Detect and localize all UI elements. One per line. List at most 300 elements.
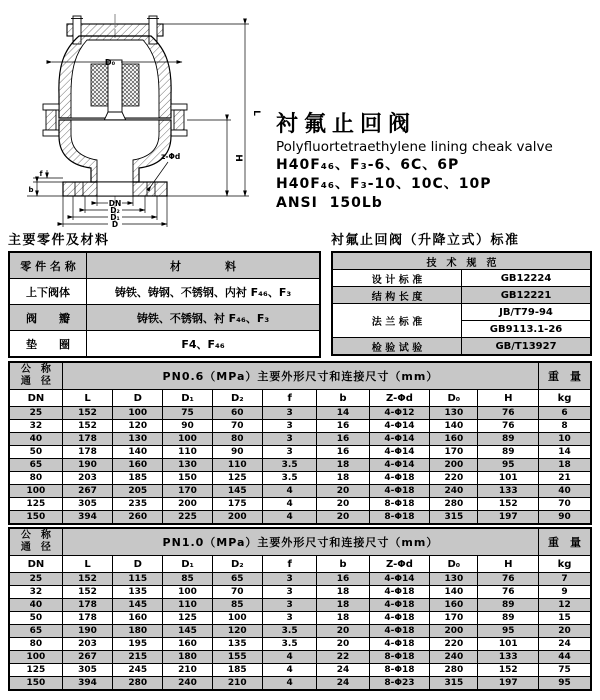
table-cell: 145 — [113, 599, 163, 612]
table-row — [9, 498, 591, 511]
table-row — [332, 304, 591, 321]
table-cell: 4-Φ12 — [369, 407, 430, 420]
nominal-diameter-corner — [9, 528, 62, 556]
table-cell: 76 — [478, 420, 539, 433]
table-cell: 203 — [62, 638, 112, 651]
table-cell: 200 — [163, 498, 212, 511]
corner-line2: 通 径 — [20, 542, 51, 553]
table-cell: 3 — [262, 420, 316, 433]
table-cell: 6 — [539, 407, 591, 420]
dim-label-d1: D₁ — [110, 213, 120, 222]
table-cell: 200 — [212, 511, 262, 525]
table-cell: 4-Φ18 — [369, 612, 430, 625]
table-row — [9, 305, 320, 331]
standard-label: 法 兰 标 准 — [332, 304, 462, 338]
table-cell: 20 — [317, 625, 369, 638]
table-cell: 178 — [62, 612, 112, 625]
table-cell: 3 — [262, 407, 316, 420]
table-cell: 25 — [9, 407, 62, 420]
table-row — [9, 612, 591, 625]
table-row — [9, 586, 591, 599]
pn06-table-title: PN0.6（MPa）主要外形尺寸和连接尺寸（mm） — [62, 362, 538, 390]
table-cell: 4 — [262, 677, 316, 691]
table-cell: 305 — [62, 664, 112, 677]
standards-header-row — [332, 252, 591, 270]
dim-label-l: L — [251, 110, 261, 116]
table-cell: 32 — [9, 586, 62, 599]
table-cell: 120 — [212, 625, 262, 638]
table-cell: 18 — [317, 586, 369, 599]
table-cell: 4-Φ18 — [369, 485, 430, 498]
table-cell: 135 — [212, 638, 262, 651]
table-cell: 175 — [212, 498, 262, 511]
table-cell: 20 — [317, 498, 369, 511]
table-cell: 4-Φ14 — [369, 459, 430, 472]
weight-header: 重 量 — [539, 528, 591, 556]
table-cell: 50 — [9, 446, 62, 459]
table-cell: 4-Φ18 — [369, 638, 430, 651]
col-header-d2: D₂ — [212, 390, 262, 407]
table-cell: 160 — [430, 599, 478, 612]
part-material: 铸铁、铸钢、不锈钢、内衬 F₄₆、F₃ — [87, 279, 321, 305]
table-cell: 100 — [163, 433, 212, 446]
table-cell: 95 — [478, 459, 539, 472]
table-cell: 120 — [113, 420, 163, 433]
table-cell: 8-Φ18 — [369, 498, 430, 511]
table-cell: 160 — [430, 433, 478, 446]
table-cell: 394 — [62, 677, 112, 691]
standards-section — [331, 229, 592, 356]
table-cell: 4 — [262, 511, 316, 525]
col-header-l: L — [62, 556, 112, 573]
table-cell: 101 — [478, 472, 539, 485]
table-cell: 14 — [317, 407, 369, 420]
table-cell: 210 — [163, 664, 212, 677]
table-cell: 160 — [163, 638, 212, 651]
materials-heading: 主要零件及材料 — [8, 233, 110, 248]
valve-section-drawing — [5, 10, 270, 228]
table-cell: 170 — [163, 485, 212, 498]
table-cell: 44 — [539, 651, 591, 664]
table-cell: 8-Φ18 — [369, 511, 430, 525]
table-cell: 245 — [113, 664, 163, 677]
table-cell: 16 — [317, 446, 369, 459]
table-cell: 8 — [539, 420, 591, 433]
table-cell: 190 — [62, 625, 112, 638]
pn10-title-row — [9, 528, 591, 556]
table-cell: 4-Φ18 — [369, 625, 430, 638]
table-cell: 178 — [62, 599, 112, 612]
table-row — [9, 664, 591, 677]
table-cell: 18 — [317, 459, 369, 472]
col-header-b: b — [317, 556, 369, 573]
table-cell: 235 — [113, 498, 163, 511]
table-cell: 197 — [478, 511, 539, 525]
materials-section — [8, 229, 321, 358]
table-cell: 3.5 — [262, 459, 316, 472]
table-cell: 100 — [9, 651, 62, 664]
standard-value: GB12221 — [462, 287, 592, 304]
table-cell: 180 — [113, 625, 163, 638]
table-row — [9, 446, 591, 459]
table-cell: 200 — [430, 625, 478, 638]
table-row — [9, 407, 591, 420]
table-cell: 200 — [430, 459, 478, 472]
table-cell: 180 — [163, 651, 212, 664]
table-cell: 197 — [478, 677, 539, 691]
table-cell: 40 — [9, 599, 62, 612]
table-cell: 76 — [478, 573, 539, 586]
product-title-cn: 衬氟止回阀 — [276, 112, 417, 137]
table-cell: 16 — [317, 433, 369, 446]
lower-body — [59, 120, 171, 196]
table-cell: 101 — [478, 638, 539, 651]
table-cell: 260 — [113, 511, 163, 525]
table-cell: 3.5 — [262, 638, 316, 651]
table-cell: 125 — [163, 612, 212, 625]
table-cell: 8-Φ23 — [369, 677, 430, 691]
col-header-h: H — [478, 390, 539, 407]
dim-h — [187, 120, 243, 196]
table-cell: 160 — [113, 459, 163, 472]
table-cell: 155 — [212, 651, 262, 664]
table-cell: 20 — [539, 625, 591, 638]
table-cell: 150 — [9, 677, 62, 691]
table-cell: 80 — [9, 638, 62, 651]
table-cell: 10 — [539, 433, 591, 446]
table-cell: 90 — [539, 511, 591, 525]
table-cell: 152 — [62, 407, 112, 420]
table-cell: 4-Φ18 — [369, 472, 430, 485]
table-cell: 18 — [539, 459, 591, 472]
table-cell: 3 — [262, 573, 316, 586]
table-cell: 240 — [430, 651, 478, 664]
table-cell: 190 — [62, 459, 112, 472]
table-cell: 3 — [262, 446, 316, 459]
standard-label: 设 计 标 准 — [332, 270, 462, 287]
table-cell: 76 — [478, 586, 539, 599]
table-cell: 40 — [9, 433, 62, 446]
dim-label-d: D — [111, 220, 119, 228]
table-cell: 110 — [163, 599, 212, 612]
part-material: F4、F₄₆ — [87, 331, 321, 358]
table-cell: 140 — [430, 420, 478, 433]
pn10-section — [8, 527, 592, 691]
pn10-table-title: PN1.0（MPa）主要外形尺寸和连接尺寸（mm） — [62, 528, 538, 556]
corner-line1: 公 称 — [20, 364, 51, 375]
part-name: 阀 瓣 — [9, 305, 87, 331]
dim-label-h: H — [233, 154, 243, 162]
table-cell: 89 — [478, 612, 539, 625]
materials-table — [8, 251, 321, 358]
table-cell: 3.5 — [262, 472, 316, 485]
table-cell: 20 — [317, 511, 369, 525]
table-cell: 125 — [9, 498, 62, 511]
table-cell: 135 — [113, 586, 163, 599]
table-row — [9, 331, 320, 358]
col-header-d1: D₁ — [163, 390, 212, 407]
table-cell: 220 — [430, 638, 478, 651]
table-row — [9, 677, 591, 691]
col-header-d: D — [113, 390, 163, 407]
table-cell: 3 — [262, 612, 316, 625]
table-cell: 25 — [9, 573, 62, 586]
table-cell: 60 — [212, 407, 262, 420]
col-header-b: b — [317, 390, 369, 407]
table-cell: 89 — [478, 446, 539, 459]
table-cell: 4-Φ18 — [369, 599, 430, 612]
table-cell: 178 — [62, 446, 112, 459]
table-cell: 16 — [317, 420, 369, 433]
col-header-d0: D₀ — [430, 556, 478, 573]
pn10-columns-row — [9, 556, 591, 573]
dim-bottom — [63, 196, 167, 228]
table-cell: 4-Φ14 — [369, 446, 430, 459]
table-cell: 125 — [9, 664, 62, 677]
col-header-f: f — [262, 390, 316, 407]
col-header-d: D — [113, 556, 163, 573]
table-row — [9, 420, 591, 433]
table-cell: 315 — [430, 511, 478, 525]
nominal-diameter-corner — [9, 362, 62, 390]
col-header-f: f — [262, 556, 316, 573]
table-cell: 3 — [262, 433, 316, 446]
table-cell: 18 — [317, 599, 369, 612]
table-cell: 18 — [317, 472, 369, 485]
part-name: 垫 圈 — [9, 331, 87, 358]
table-cell: 150 — [9, 511, 62, 525]
table-cell: 89 — [478, 433, 539, 446]
col-header-z-phid: Z-Φd — [369, 556, 430, 573]
table-cell: 160 — [113, 612, 163, 625]
model-line-1: H40F₄₆、F₃-6、6C、6P — [276, 157, 460, 173]
table-cell: 315 — [430, 677, 478, 691]
table-cell: 100 — [9, 485, 62, 498]
dim-label-b: b — [28, 186, 34, 194]
table-cell: 22 — [317, 651, 369, 664]
table-cell: 8-Φ18 — [369, 651, 430, 664]
table-cell: 18 — [317, 612, 369, 625]
table-cell: 80 — [212, 433, 262, 446]
table-cell: 240 — [430, 485, 478, 498]
table-cell: 70 — [212, 586, 262, 599]
title-block — [276, 112, 598, 213]
table-cell: 280 — [430, 498, 478, 511]
table-cell: 152 — [62, 573, 112, 586]
table-cell: 205 — [113, 485, 163, 498]
table-cell: 152 — [478, 664, 539, 677]
table-cell: 70 — [539, 498, 591, 511]
table-cell: 145 — [212, 485, 262, 498]
table-cell: 80 — [9, 472, 62, 485]
pn06-title-row — [9, 362, 591, 390]
table-cell: 4-Φ14 — [369, 420, 430, 433]
table-cell: 195 — [113, 638, 163, 651]
standards-table — [331, 251, 592, 356]
product-title-en: Polyfluortetraethylene lining cheak valve — [276, 139, 553, 155]
table-cell: 65 — [212, 573, 262, 586]
table-cell: 185 — [212, 664, 262, 677]
table-cell: 152 — [62, 420, 112, 433]
table-cell: 65 — [9, 459, 62, 472]
table-cell: 140 — [430, 586, 478, 599]
table-row — [9, 279, 320, 305]
table-cell: 90 — [163, 420, 212, 433]
col-header-d2: D₂ — [212, 556, 262, 573]
standard-value: GB9113.1-26 — [462, 321, 592, 338]
table-cell: 3 — [262, 599, 316, 612]
table-cell: 95 — [539, 677, 591, 691]
table-cell: 65 — [9, 625, 62, 638]
table-cell: 4 — [262, 664, 316, 677]
pn10-table-body — [9, 573, 591, 691]
table-row — [9, 459, 591, 472]
table-cell: 4-Φ14 — [369, 433, 430, 446]
table-cell: 210 — [212, 677, 262, 691]
table-cell: 130 — [430, 573, 478, 586]
standard-label: 检 验 试 验 — [332, 338, 462, 356]
table-cell: 89 — [478, 599, 539, 612]
table-row — [9, 573, 591, 586]
table-cell: 100 — [163, 586, 212, 599]
dim-label-d2: D₂ — [110, 206, 120, 215]
table-row — [9, 625, 591, 638]
standard-value: GB12224 — [462, 270, 592, 287]
table-cell: 3 — [262, 586, 316, 599]
table-cell: 40 — [539, 485, 591, 498]
table-cell: 16 — [317, 573, 369, 586]
table-cell: 152 — [62, 586, 112, 599]
pn06-section — [8, 361, 592, 525]
table-cell: 12 — [539, 599, 591, 612]
dim-f-b — [27, 170, 63, 196]
table-cell: 85 — [212, 599, 262, 612]
standard-value: JB/T79-94 — [462, 304, 592, 321]
table-cell: 152 — [478, 498, 539, 511]
table-cell: 150 — [163, 472, 212, 485]
table-cell: 95 — [478, 625, 539, 638]
table-cell: 125 — [212, 472, 262, 485]
table-cell: 50 — [9, 612, 62, 625]
table-cell: 133 — [478, 651, 539, 664]
table-cell: 4-Φ14 — [369, 573, 430, 586]
table-cell: 76 — [478, 407, 539, 420]
dim-label-f: f — [39, 170, 43, 178]
table-cell: 100 — [113, 407, 163, 420]
weight-header: 重 量 — [539, 362, 591, 390]
table-cell: 215 — [113, 651, 163, 664]
table-row — [332, 338, 591, 356]
materials-col-material: 材 料 — [87, 252, 321, 279]
standard-label: 结 构 长 度 — [332, 287, 462, 304]
table-cell: 7 — [539, 573, 591, 586]
table-cell: 70 — [212, 420, 262, 433]
table-cell: 3.5 — [262, 625, 316, 638]
model-line-2: H40F₄₆、F₃-10、10C、10P — [276, 176, 492, 192]
table-cell: 145 — [163, 625, 212, 638]
table-row — [9, 599, 591, 612]
pn10-table — [8, 527, 592, 691]
pn06-table — [8, 361, 592, 525]
col-header-d1: D₁ — [163, 556, 212, 573]
standard-value: GB/T13927 — [462, 338, 592, 356]
table-cell: 21 — [539, 472, 591, 485]
table-row — [9, 433, 591, 446]
table-row — [9, 472, 591, 485]
pn06-columns-row — [9, 390, 591, 407]
dim-label-dn: DN — [108, 199, 122, 208]
table-cell: 185 — [113, 472, 163, 485]
table-cell: 9 — [539, 586, 591, 599]
dim-label-z-phid: z-Φd — [161, 152, 181, 161]
table-cell: 240 — [163, 677, 212, 691]
materials-header-row — [9, 252, 320, 279]
table-cell: 24 — [317, 664, 369, 677]
table-cell: 130 — [430, 407, 478, 420]
table-row — [9, 511, 591, 525]
table-cell: 4-Φ18 — [369, 586, 430, 599]
col-header-l: L — [62, 390, 112, 407]
table-cell: 305 — [62, 498, 112, 511]
table-row — [9, 651, 591, 664]
corner-line1: 公 称 — [20, 530, 51, 541]
table-cell: 24 — [317, 677, 369, 691]
table-cell: 4 — [262, 651, 316, 664]
table-cell: 110 — [212, 459, 262, 472]
table-row — [332, 270, 591, 287]
part-material: 铸铁、不锈钢、衬 F₄₆、F₃ — [87, 305, 321, 331]
table-cell: 20 — [317, 638, 369, 651]
col-header-kg: kg — [539, 556, 591, 573]
table-cell: 4 — [262, 498, 316, 511]
pn06-table-body — [9, 407, 591, 525]
materials-col-name: 零 件 名 称 — [9, 252, 87, 279]
table-cell: 15 — [539, 612, 591, 625]
table-cell: 133 — [478, 485, 539, 498]
part-name: 上下阀体 — [9, 279, 87, 305]
table-cell: 267 — [62, 651, 112, 664]
table-row — [332, 287, 591, 304]
table-cell: 32 — [9, 420, 62, 433]
table-cell: 220 — [430, 472, 478, 485]
table-cell: 110 — [163, 446, 212, 459]
model-line-3: ANSI 150Lb — [276, 195, 383, 211]
table-cell: 4 — [262, 485, 316, 498]
table-cell: 280 — [113, 677, 163, 691]
col-header-kg: kg — [539, 390, 591, 407]
table-cell: 140 — [113, 446, 163, 459]
table-cell: 130 — [163, 459, 212, 472]
table-cell: 280 — [430, 664, 478, 677]
col-header-d0: D₀ — [430, 390, 478, 407]
table-cell: 90 — [212, 446, 262, 459]
table-cell: 394 — [62, 511, 112, 525]
col-header-dn: DN — [9, 390, 62, 407]
col-header-z-phid: Z-Φd — [369, 390, 430, 407]
table-cell: 14 — [539, 446, 591, 459]
col-header-h: H — [478, 556, 539, 573]
table-cell: 267 — [62, 485, 112, 498]
table-cell: 203 — [62, 472, 112, 485]
table-cell: 225 — [163, 511, 212, 525]
standards-header: 技 术 规 范 — [332, 252, 591, 270]
table-cell: 170 — [430, 612, 478, 625]
corner-line2: 通 径 — [20, 376, 51, 387]
table-cell: 75 — [539, 664, 591, 677]
table-cell: 115 — [113, 573, 163, 586]
col-header-dn: DN — [9, 556, 62, 573]
standards-heading: 衬氟止回阀（升降立式）标准 — [331, 233, 520, 248]
